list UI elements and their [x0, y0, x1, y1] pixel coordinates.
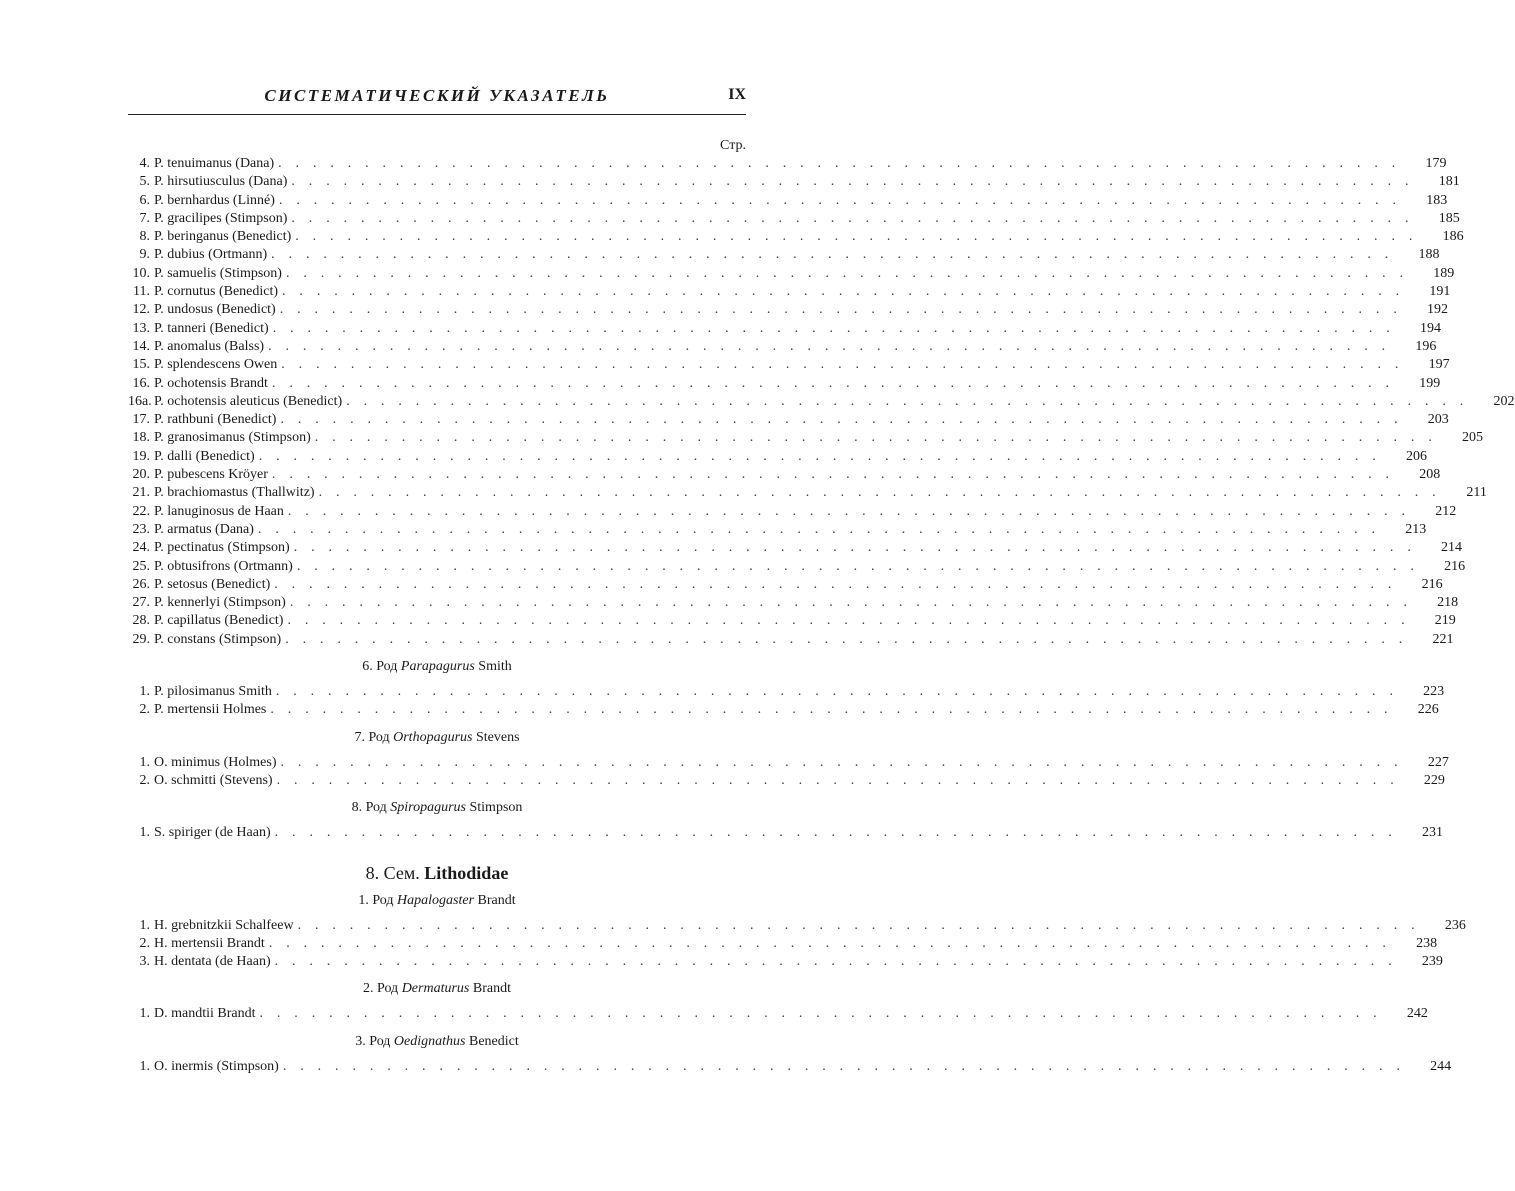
- entry-page-number: 183: [1426, 192, 1448, 208]
- entry-page-number: 212: [1435, 503, 1457, 519]
- dot-leader: . . . . . . . . . . . . . . . . . . . . . . . . . . . . . . . . . . . . . . . . . . . . . . . . . . . . . . . . . . . . . . . . .: [271, 247, 1394, 263]
- entry-page-number: 216: [1421, 576, 1443, 592]
- entry-page-number: 211: [1466, 485, 1487, 501]
- entry-page-number: 203: [1427, 412, 1449, 428]
- entry-number: 23.: [132, 521, 150, 537]
- entry-page-number: 202: [1493, 393, 1515, 409]
- genus-name: Spiropagurus: [390, 800, 466, 816]
- dot-leader: . . . . . . . . . . . . . . . . . . . . . . . . . . . . . . . . . . . . . . . . . . . . . . . . . . . . . . . . . . . . . . . . .: [280, 754, 1403, 770]
- dot-leader: . . . . . . . . . . . . . . . . . . . . . . . . . . . . . . . . . . . . . . . . . . . . . . . . . . . . . . . . . . . . . . . . .: [287, 503, 1411, 519]
- genus-author: Brandt: [477, 892, 516, 908]
- entry-page-number: 179: [1425, 156, 1447, 171]
- entry-page-number: 221: [1432, 631, 1454, 647]
- genus-name: Hapalogaster: [397, 892, 475, 908]
- index-entry: [128, 429, 1484, 447]
- entry-number: 1.: [139, 684, 150, 700]
- genus-heading: [128, 728, 746, 748]
- dot-leader: . . . . . . . . . . . . . . . . . . . . . . . . . . . . . . . . . . . . . . . . . . . . . . . . . . . . . . . . . . . . . . . . .: [282, 1058, 1406, 1074]
- dot-leader: . . . . . . . . . . . . . . . . . . . . . . . . . . . . . . . . . . . . . . . . . . . . . . . . . . . . . . . . . . . . . . . . .: [272, 320, 1395, 336]
- entry-species-name: S. spiriger (de Haan): [154, 825, 271, 841]
- entry-species-name: D. mandtii Brandt: [154, 1006, 256, 1022]
- dot-leader: . . . . . . . . . . . . . . . . . . . . . . . . . . . . . . . . . . . . . . . . . . . . . . . . . . . . . . . . . . . . . . . . .: [293, 540, 1417, 556]
- index-entry: [128, 393, 1515, 411]
- entry-species-name: O. schmitti (Stevens): [154, 772, 273, 788]
- entry-number: 8.: [139, 229, 150, 245]
- entry-species-name: H. dentata (de Haan): [154, 954, 271, 970]
- entry-number: 12.: [132, 302, 150, 318]
- running-title: СИСТЕМАТИЧЕСКИЙ УКАЗАТЕЛЬ: [264, 86, 610, 105]
- dot-leader: . . . . . . . . . . . . . . . . . . . . . . . . . . . . . . . . . . . . . . . . . . . . . . . . . . . . . . . . . . . . . . . . .: [278, 156, 1401, 171]
- entry-page-number: 206: [1406, 448, 1428, 464]
- genus-author: Stimpson: [469, 800, 523, 816]
- index-content: [128, 136, 1515, 1076]
- entry-species-name: P. splendescens Owen: [154, 357, 278, 373]
- entry-list: [128, 824, 1443, 842]
- index-entry: [128, 612, 1456, 630]
- index-entry: [128, 155, 1447, 173]
- index-entry: [128, 594, 1459, 612]
- entry-species-name: P. samuelis (Stimpson): [154, 265, 282, 281]
- genus-prefix: 7. Род: [354, 729, 390, 745]
- entry-number: 10.: [132, 265, 150, 281]
- entry-page-number: 189: [1433, 265, 1455, 281]
- dot-leader: . . . . . . . . . . . . . . . . . . . . . . . . . . . . . . . . . . . . . . . . . . . . . . . . . . . . . . . . . . . . . . . . .: [257, 521, 1381, 537]
- entry-number: 13.: [132, 320, 150, 336]
- index-entry: [128, 283, 1451, 301]
- index-entry: [128, 301, 1449, 319]
- entry-number: 22.: [132, 503, 150, 519]
- index-entry: [128, 824, 1443, 842]
- dot-leader: . . . . . . . . . . . . . . . . . . . . . . . . . . . . . . . . . . . . . . . . . . . . . . . . . . . . . . . . . . . . . . . . .: [318, 485, 1441, 501]
- dot-leader: . . . . . . . . . . . . . . . . . . . . . . . . . . . . . . . . . . . . . . . . . . . . . . . . . . . . . . . . . . . . . . . . .: [276, 772, 1399, 788]
- entry-list: [128, 1058, 1452, 1076]
- index-entry: [128, 173, 1460, 191]
- entry-species-name: P. setosus (Benedict): [154, 576, 271, 592]
- dot-leader: . . . . . . . . . . . . . . . . . . . . . . . . . . . . . . . . . . . . . . . . . . . . . . . . . . . . . . . . . . . . . . . . .: [285, 631, 1408, 647]
- entry-page-number: 192: [1427, 302, 1449, 318]
- index-entry: [128, 754, 1449, 772]
- entry-list: [128, 754, 1449, 791]
- entry-species-name: O. inermis (Stimpson): [154, 1058, 279, 1074]
- entry-species-name: P. beringanus (Benedict): [154, 229, 292, 245]
- index-entry: [128, 701, 1439, 719]
- dot-leader: . . . . . . . . . . . . . . . . . . . . . . . . . . . . . . . . . . . . . . . . . . . . . . . . . . . . . . . . . . . . . . . . .: [274, 954, 1397, 970]
- family-prefix: 8. Сем.: [365, 862, 420, 883]
- index-entry: [128, 210, 1460, 228]
- dot-leader: . . . . . . . . . . . . . . . . . . . . . . . . . . . . . . . . . . . . . . . . . . . . . . . . . . . . . . . . . . . . . . . . .: [271, 467, 1395, 483]
- genus-heading: [128, 1032, 746, 1052]
- entry-page-number: 226: [1417, 702, 1439, 718]
- entry-page-number: 242: [1406, 1006, 1428, 1022]
- entry-page-number: 185: [1438, 210, 1460, 226]
- dot-leader: . . . . . . . . . . . . . . . . . . . . . . . . . . . . . . . . . . . . . . . . . . . . . . . . . . . . . . . . . . . . . . . . .: [281, 357, 1404, 373]
- genus-author: Benedict: [468, 1033, 519, 1049]
- entry-page-number: 196: [1415, 338, 1437, 354]
- dot-leader: . . . . . . . . . . . . . . . . . . . . . . . . . . . . . . . . . . . . . . . . . . . . . . . . . . . . . . . . . . . . . . . . .: [289, 595, 1413, 611]
- index-entry: [128, 338, 1437, 356]
- entry-number: 27.: [132, 595, 150, 611]
- entry-species-name: P. brachiomastus (Thallwitz): [154, 485, 315, 501]
- index-entry: [128, 935, 1438, 953]
- page-column-label: Стр.: [720, 138, 746, 153]
- genus-heading: [128, 798, 746, 818]
- dot-leader: . . . . . . . . . . . . . . . . . . . . . . . . . . . . . . . . . . . . . . . . . . . . . . . . . . . . . . . . . . . . . . . . .: [278, 192, 1402, 208]
- page-header: [128, 84, 746, 120]
- index-entry: [128, 539, 1463, 557]
- entry-number: 3.: [139, 954, 150, 970]
- entry-species-name: H. grebnitzkii Schalfeew: [154, 917, 294, 933]
- entry-number: 9.: [139, 247, 150, 263]
- dot-leader: . . . . . . . . . . . . . . . . . . . . . . . . . . . . . . . . . . . . . . . . . . . . . . . . . . . . . . . . . . . . . . . . .: [275, 684, 1399, 700]
- index-entry: [128, 683, 1445, 701]
- entry-species-name: P. rathbuni (Benedict): [154, 412, 277, 428]
- dot-leader: . . . . . . . . . . . . . . . . . . . . . . . . . . . . . . . . . . . . . . . . . . . . . . . . . . . . . . . . . . . . . . . . .: [287, 613, 1410, 629]
- index-entry: [128, 228, 1464, 246]
- entry-species-name: P. mertensii Holmes: [154, 702, 267, 718]
- entry-number: 24.: [132, 540, 150, 556]
- entry-number: 21.: [132, 485, 150, 501]
- entry-species-name: P. pubescens Kröyer: [154, 467, 268, 483]
- entry-species-name: P. gracilipes (Stimpson): [154, 210, 288, 226]
- entry-number: 1.: [139, 754, 150, 770]
- genus-author: Stevens: [475, 729, 520, 745]
- entry-number: 25.: [132, 558, 150, 574]
- entry-species-name: P. bernhardus (Linné): [154, 192, 275, 208]
- entry-number: 19.: [132, 448, 150, 464]
- dot-leader: . . . . . . . . . . . . . . . . . . . . . . . . . . . . . . . . . . . . . . . . . . . . . . . . . . . . . . . . . . . . . . . . .: [258, 448, 1382, 464]
- dot-leader: . . . . . . . . . . . . . . . . . . . . . . . . . . . . . . . . . . . . . . . . . . . . . . . . . . . . . . . . . . . . . . . . .: [291, 174, 1414, 190]
- entry-number: 15.: [132, 357, 150, 373]
- entry-number: 1.: [139, 1006, 150, 1022]
- entry-species-name: P. ochotensis Brandt: [154, 375, 268, 391]
- genus-prefix: 6. Род: [362, 659, 398, 675]
- entry-number: 11.: [133, 284, 150, 300]
- dot-leader: . . . . . . . . . . . . . . . . . . . . . . . . . . . . . . . . . . . . . . . . . . . . . . . . . . . . . . . . . . . . . . . . .: [268, 935, 1392, 951]
- entry-species-name: P. obtusifrons (Ortmann): [154, 558, 293, 574]
- entry-number: 7.: [139, 210, 150, 226]
- entry-page-number: 205: [1462, 430, 1484, 446]
- entry-species-name: P. pectinatus (Stimpson): [154, 540, 290, 556]
- entry-page-number: 227: [1427, 754, 1449, 770]
- page-number: IX: [728, 86, 746, 103]
- entry-number: 4.: [139, 156, 150, 171]
- genus-heading: [128, 891, 746, 911]
- entry-number: 1.: [139, 1058, 150, 1074]
- entry-species-name: O. minimus (Holmes): [154, 754, 277, 770]
- entry-page-number: 213: [1405, 521, 1427, 537]
- entry-species-name: P. tanneri (Benedict): [154, 320, 269, 336]
- entry-page-number: 181: [1438, 174, 1460, 190]
- entry-species-name: P. dalli (Benedict): [154, 448, 255, 464]
- entry-species-name: P. lanuginosus de Haan: [154, 503, 284, 519]
- entry-page-number: 239: [1421, 954, 1443, 970]
- entry-page-number: 236: [1444, 917, 1466, 933]
- entry-number: 28.: [132, 613, 150, 629]
- genus-name: Parapagurus: [400, 659, 475, 675]
- index-entry: [128, 917, 1466, 935]
- dot-leader: . . . . . . . . . . . . . . . . . . . . . . . . . . . . . . . . . . . . . . . . . . . . . . . . . . . . . . . . . . . . . . . . .: [285, 265, 1409, 281]
- entry-page-number: 186: [1442, 229, 1464, 245]
- dot-leader: . . . . . . . . . . . . . . . . . . . . . . . . . . . . . . . . . . . . . . . . . . . . . . . . . . . . . . . . . . . . . . . . .: [297, 917, 1420, 933]
- entry-species-name: H. mertensii Brandt: [154, 935, 265, 951]
- entry-species-name: P. armatus (Dana): [154, 521, 254, 537]
- entry-page-number: 218: [1437, 595, 1459, 611]
- index-entry: [128, 320, 1441, 338]
- genus-name: Orthopagurus: [393, 729, 473, 745]
- index-entry: [128, 1005, 1428, 1023]
- entry-page-number: 188: [1418, 247, 1440, 263]
- dot-leader: . . . . . . . . . . . . . . . . . . . . . . . . . . . . . . . . . . . . . . . . . . . . . . . . . . . . . . . . . . . . . . . . .: [271, 375, 1395, 391]
- entry-number: 20.: [132, 467, 150, 483]
- dot-leader: . . . . . . . . . . . . . . . . . . . . . . . . . . . . . . . . . . . . . . . . . . . . . . . . . . . . . . . . . . . . . . . . .: [274, 825, 1397, 841]
- index-entry: [128, 356, 1450, 374]
- genus-prefix: 2. Род: [363, 981, 399, 997]
- index-entry: [128, 558, 1466, 576]
- index-entry: [128, 192, 1448, 210]
- entry-list: [128, 155, 1515, 649]
- dot-leader: . . . . . . . . . . . . . . . . . . . . . . . . . . . . . . . . . . . . . . . . . . . . . . . . . . . . . . . . . . . . . . . . .: [280, 412, 1403, 428]
- index-entry: [128, 772, 1445, 790]
- index-entry: [128, 265, 1455, 283]
- index-entry: [128, 484, 1487, 502]
- index-entry: [128, 576, 1443, 594]
- entry-page-number: 244: [1430, 1058, 1452, 1074]
- genus-heading: [128, 979, 746, 999]
- family-heading: [128, 861, 746, 885]
- index-entry: [128, 246, 1440, 264]
- dot-leader: . . . . . . . . . . . . . . . . . . . . . . . . . . . . . . . . . . . . . . . . . . . . . . . . . . . . . . . . . . . . . . . . .: [296, 558, 1420, 574]
- entry-page-number: 231: [1421, 825, 1443, 841]
- entry-list: [128, 1005, 1428, 1023]
- entry-species-name: P. cornutus (Benedict): [154, 284, 279, 300]
- dot-leader: . . . . . . . . . . . . . . . . . . . . . . . . . . . . . . . . . . . . . . . . . . . . . . . . . . . . . . . . . . . . . . . . .: [314, 430, 1438, 446]
- genus-prefix: 8. Род: [351, 800, 387, 816]
- entry-number: 2.: [139, 702, 150, 718]
- genus-prefix: 1. Род: [358, 892, 394, 908]
- entry-number: 14.: [132, 338, 150, 354]
- entry-species-name: P. hirsutiusculus (Dana): [154, 174, 288, 190]
- entry-number: 29.: [132, 631, 150, 647]
- dot-leader: . . . . . . . . . . . . . . . . . . . . . . . . . . . . . . . . . . . . . . . . . . . . . . . . . . . . . . . . . . . . . . . . .: [346, 393, 1469, 409]
- index-entry: [128, 466, 1441, 484]
- entry-number: 16a.: [128, 393, 152, 409]
- index-entry: [128, 631, 1454, 649]
- dot-leader: . . . . . . . . . . . . . . . . . . . . . . . . . . . . . . . . . . . . . . . . . . . . . . . . . . . . . . . . . . . . . . . . .: [291, 210, 1414, 226]
- entry-species-name: P. ochotensis aleuticus (Benedict): [154, 393, 343, 409]
- entry-page-number: 208: [1419, 467, 1441, 483]
- entry-species-name: P. granosimanus (Stimpson): [154, 430, 311, 446]
- entry-species-name: P. capillatus (Benedict): [154, 613, 284, 629]
- dot-leader: . . . . . . . . . . . . . . . . . . . . . . . . . . . . . . . . . . . . . . . . . . . . . . . . . . . . . . . . . . . . . . . . .: [282, 284, 1405, 300]
- genus-heading: [128, 657, 746, 677]
- dot-leader: . . . . . . . . . . . . . . . . . . . . . . . . . . . . . . . . . . . . . . . . . . . . . . . . . . . . . . . . . . . . . . . . .: [279, 302, 1403, 318]
- entry-species-name: P. kennerlyi (Stimpson): [154, 595, 286, 611]
- index-entry: [128, 1058, 1452, 1076]
- header-rule: [128, 114, 746, 115]
- entry-number: 2.: [139, 935, 150, 951]
- dot-leader: . . . . . . . . . . . . . . . . . . . . . . . . . . . . . . . . . . . . . . . . . . . . . . . . . . . . . . . . . . . . . . . . .: [274, 576, 1397, 592]
- dot-leader: . . . . . . . . . . . . . . . . . . . . . . . . . . . . . . . . . . . . . . . . . . . . . . . . . . . . . . . . . . . . . . . . .: [259, 1006, 1382, 1022]
- entry-species-name: P. pilosimanus Smith: [154, 684, 272, 700]
- entry-page-number: 194: [1420, 320, 1441, 336]
- index-entry: [128, 448, 1428, 466]
- entry-list: [128, 683, 1445, 720]
- entry-number: 1.: [139, 917, 150, 933]
- genus-name: Dermaturus: [401, 981, 470, 997]
- genus-author: Smith: [478, 659, 512, 675]
- index-entry: [128, 375, 1441, 393]
- entry-species-name: P. dubius (Ortmann): [154, 247, 268, 263]
- index-entry: [128, 953, 1443, 971]
- entry-species-name: P. tenuimanus (Dana): [154, 156, 275, 171]
- entry-species-name: P. constans (Stimpson): [154, 631, 282, 647]
- entry-number: 1.: [139, 825, 150, 841]
- entry-page-number: 199: [1419, 375, 1441, 391]
- entry-number: 16.: [132, 375, 150, 391]
- entry-page-number: 223: [1423, 684, 1445, 700]
- index-entry: [128, 521, 1427, 539]
- index-entry: [128, 411, 1449, 429]
- entry-species-name: P. anomalus (Balss): [154, 338, 265, 354]
- entry-number: 17.: [132, 412, 150, 428]
- entry-page-number: 238: [1416, 935, 1438, 951]
- family-name: Lithodidae: [424, 862, 509, 883]
- entry-page-number: 197: [1428, 357, 1450, 373]
- index-entry: [128, 503, 1457, 521]
- entry-species-name: P. undosus (Benedict): [154, 302, 276, 318]
- genus-name: Oedignathus: [393, 1033, 466, 1049]
- entry-number: 2.: [139, 772, 150, 788]
- entry-number: 26.: [132, 576, 150, 592]
- entry-page-number: 216: [1444, 558, 1466, 574]
- genus-prefix: 3. Род: [355, 1033, 391, 1049]
- dot-leader: . . . . . . . . . . . . . . . . . . . . . . . . . . . . . . . . . . . . . . . . . . . . . . . . . . . . . . . . . . . . . . . . .: [270, 702, 1393, 718]
- entry-list: [128, 917, 1466, 972]
- entry-page-number: 229: [1423, 772, 1445, 788]
- dot-leader: . . . . . . . . . . . . . . . . . . . . . . . . . . . . . . . . . . . . . . . . . . . . . . . . . . . . . . . . . . . . . . . . .: [295, 229, 1418, 245]
- entry-page-number: 214: [1441, 540, 1463, 556]
- entry-number: 6.: [139, 192, 150, 208]
- entry-number: 18.: [132, 430, 150, 446]
- dot-leader: . . . . . . . . . . . . . . . . . . . . . . . . . . . . . . . . . . . . . . . . . . . . . . . . . . . . . . . . . . . . . . . . .: [268, 338, 1391, 354]
- entry-page-number: 191: [1429, 284, 1451, 300]
- entry-number: 5.: [139, 174, 150, 190]
- genus-author: Brandt: [472, 981, 511, 997]
- entry-page-number: 219: [1434, 613, 1456, 629]
